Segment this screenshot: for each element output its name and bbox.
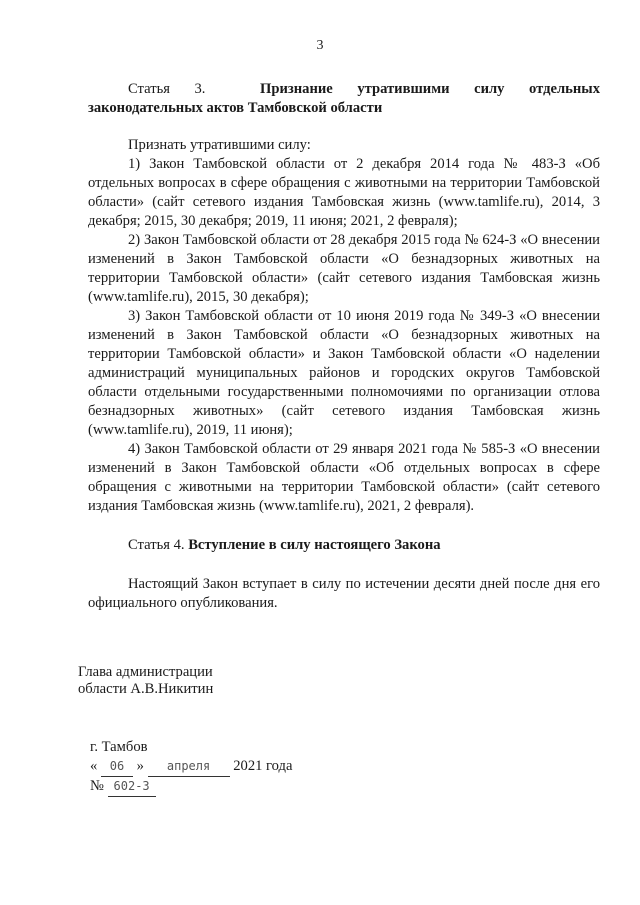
quote-close: » xyxy=(136,758,144,774)
article-3-heading xyxy=(88,80,600,99)
article-3-title-word-4: отдельных xyxy=(529,81,600,97)
city: г. Тамбов xyxy=(90,739,148,755)
intro-text: Признать утратившими силу: xyxy=(128,137,311,153)
article-3-title-word-3: силу xyxy=(474,81,505,97)
date-year: 2021 года xyxy=(233,758,293,774)
date-line xyxy=(90,757,292,777)
article-3-heading-line2 xyxy=(88,99,600,118)
article-3-title-line2: законодательных актов Тамбовской области xyxy=(88,100,383,116)
quote-open: « xyxy=(90,758,98,774)
list-item-4: 4) Закон Тамбовской области от 29 января 2021 года № 585-З «О внесении изменений в Закон Тамбовской области «Об отдельных вопросах в сфере обращения с животными на территории Тамбовской области» (сайт сетевого издания Тамбовская жизнь (www.tamlife.ru), 2021, 2 февраля). xyxy=(88,441,600,514)
date-day: 06 xyxy=(101,757,133,777)
page-number: 3 xyxy=(316,38,324,53)
registration-number: 602-З xyxy=(108,777,156,797)
article-3-label: Статья 3. xyxy=(128,81,206,97)
signature-position: Глава администрации xyxy=(78,664,213,680)
document-body xyxy=(88,80,600,613)
number-line xyxy=(90,777,292,797)
list-item-2: 2) Закон Тамбовской области от 28 декабря 2015 года № 624-З «О внесении изменений в Закон Тамбовской области «О безнадзорных животных на территории Тамбовской области» (сайт сетевого издания Тамбовская жизнь (www.tamlife.ru), 2015, 30 декабря); xyxy=(88,232,600,305)
article-3-title-word-2: утратившими xyxy=(357,81,450,97)
article-4-heading xyxy=(88,536,600,555)
article-4-text: Настоящий Закон вступает в силу по истечении десяти дней после дня его официального опубликования. xyxy=(88,576,600,611)
date-month: апреля xyxy=(148,757,230,777)
signature-name: области А.В.Никитин xyxy=(78,681,214,697)
list-item-3: 3) Закон Тамбовской области от 10 июня 2019 года № 349-З «О внесении изменений в Закон Тамбовской области «О безнадзорных животных на территории Тамбовской области» и Закон Тамбовской области «О наделении администраций муниципальных районов и городских округов Тамбовской области отдельными государственными полномочиями по организации отлова безнадзорных животных» (сайт сетевого издания Тамбовская жизнь (www.tamlife.ru), 2019, 11 июня); xyxy=(88,308,600,438)
list-item-1: 1) Закон Тамбовской области от 2 декабря 2014 года № 483-З «Об отдельных вопросах в сфере обращения с животными на территории Тамбовской области» (сайт сетевого издания Тамбовская жизнь (www.tamlife.ru), 2014, 3 декабря; 2015, 30 декабря; 2019, 11 июня; 2021, 2 февраля); xyxy=(88,156,600,229)
article-4-title: Вступление в силу настоящего Закона xyxy=(188,537,441,553)
place-date-block xyxy=(90,738,292,797)
signature-block xyxy=(78,664,213,698)
article-4-label: Статья 4. xyxy=(128,537,185,553)
number-sign: № xyxy=(90,778,104,794)
article-3-title-word-1: Признание xyxy=(260,81,333,97)
